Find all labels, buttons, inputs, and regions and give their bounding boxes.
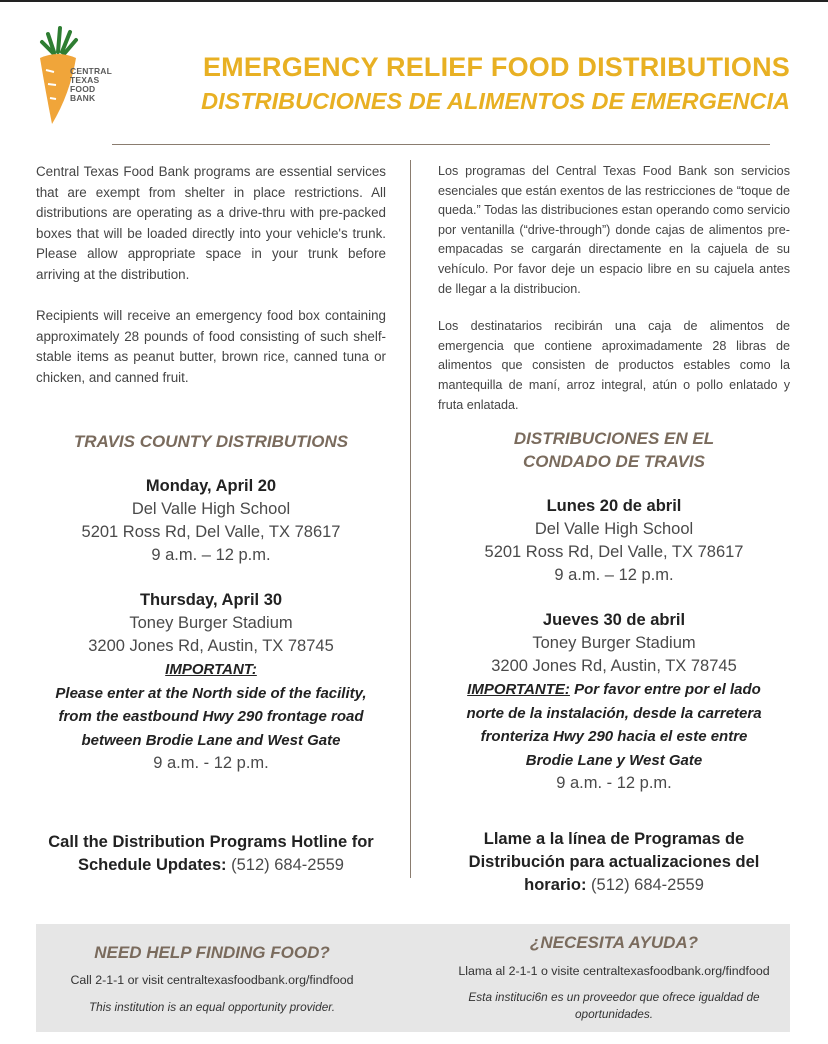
spanish-important-label: IMPORTANTE: (467, 681, 570, 698)
spanish-intro (438, 162, 790, 415)
page-subtitle: DISTRIBUCIONES DE ALIMENTOS DE EMERGENCIA (201, 88, 790, 114)
spanish-hotline (438, 828, 790, 897)
spanish-hotline-line-2: Distribución para actualizaciones del (468, 853, 760, 871)
spanish-section-title-line-1: DISTRIBUCIONES EN EL (513, 429, 715, 448)
spanish-hotline-phone: (512) 684-2559 (591, 876, 704, 894)
spanish-event2-address: 3200 Jones Rd, Austin, TX 78745 (491, 657, 737, 675)
english-hotline (36, 831, 386, 877)
spanish-event2-time: 9 a.m. - 12 p.m. (556, 774, 672, 792)
spanish-event1-address: 5201 Ross Rd, Del Valle, TX 78617 (484, 543, 744, 561)
spanish-event1-day: Lunes 20 de abril (546, 497, 682, 515)
spanish-note-line-1: Por favor entre por el lado (574, 681, 761, 698)
top-border (0, 0, 828, 2)
english-hotline-line-2: Schedule Updates: (78, 856, 227, 874)
english-event2-day: Thursday, April 30 (139, 591, 283, 609)
spanish-intro-paragraph-2: Los destinatarios recibirán una caja de alimentos de emergencia que contiene aproximadamente 28 libras de alimentos que consisten de productos estables como la mantequilla de maní, arroz integral, atún o pollo enlatado y fruta enlatada. (438, 319, 790, 412)
spanish-intro-paragraph-1: Los programas del Central Texas Food Bank son servicios esenciales que están exentos de las restricciones de “toque de queda.” Todas las distribuciones estan operando como servicio por ventanilla (“drive-through”) donde cajas de alimentos pre-empacadas se cargarán directamente en la cajuela de su vehículo. Por favor deje un espacio libre en su cajuela antes de llegar a la distribucion. (438, 164, 790, 296)
spanish-event1-place: Del Valle High School (534, 520, 694, 538)
footer-english (36, 942, 388, 1016)
english-section-title: TRAVIS COUNTY DISTRIBUTIONS (73, 432, 349, 451)
spanish-note-line-4: Brodie Lane y West Gate (525, 751, 703, 769)
spanish-note-line-3: fronteriza Hwy 290 hacia el este entre (480, 728, 748, 745)
logo-wordmark: CENTRAL TEXAS FOOD BANK (70, 66, 113, 103)
footer-english-note: This institution is an equal opportunity provider. (88, 1000, 336, 1014)
english-important-label: IMPORTANT: (165, 661, 257, 678)
english-hotline-phone: (512) 684-2559 (231, 856, 344, 874)
spanish-event2-day: Jueves 30 de abril (542, 611, 686, 629)
spanish-hotline-line-3: horario: (524, 876, 587, 894)
spanish-note-line-2: norte de la instalación, desde la carretera (466, 704, 762, 722)
english-event1-address: 5201 Ross Rd, Del Valle, TX 78617 (81, 523, 341, 541)
english-note-line-2: from the eastbound Hwy 290 frontage road (58, 708, 364, 725)
footer-spanish-line: Llama al 2-1-1 o visite centraltexasfoodbank.org/findfood (458, 964, 770, 978)
spanish-section-title-line-2: CONDADO DE TRAVIS (523, 452, 705, 471)
help-footer (36, 924, 790, 1032)
spanish-hotline-line-1: Llame a la línea de Programas de (483, 830, 745, 848)
header-divider (112, 144, 770, 145)
english-note-line-1: Please enter at the North side of the facility, (55, 684, 367, 702)
english-distributions (36, 430, 386, 775)
footer-spanish-note-2: oportunidades. (574, 1007, 654, 1021)
english-event1-day: Monday, April 20 (145, 477, 277, 495)
spanish-distributions (438, 427, 790, 795)
footer-english-line: Call 2-1-1 or visit centraltexasfoodbank.org/findfood (70, 973, 354, 987)
english-intro-paragraph-2: Recipients will receive an emergency food box containing approximately 28 pounds of food consisting of such shelf-stable items as peanut butter, brown rice, canned tuna or chicken, and canned fruit. (36, 308, 386, 385)
english-event2-time: 9 a.m. - 12 p.m. (153, 754, 269, 772)
english-event2-address: 3200 Jones Rd, Austin, TX 78745 (88, 637, 334, 655)
footer-spanish-note-1: Esta instituci6n es un proveedor que ofrece igualdad de (468, 990, 760, 1004)
english-intro (36, 162, 386, 388)
footer-english-heading: NEED HELP FINDING FOOD? (94, 943, 330, 962)
english-event1-place: Del Valle High School (131, 500, 291, 518)
english-event2-place: Toney Burger Stadium (129, 614, 293, 632)
english-note-line-3: between Brodie Lane and West Gate (81, 731, 341, 749)
spanish-event2-place: Toney Burger Stadium (532, 634, 696, 652)
spanish-event1-time: 9 a.m. – 12 p.m. (554, 566, 674, 584)
english-event1-time: 9 a.m. – 12 p.m. (151, 546, 271, 564)
footer-spanish (438, 932, 790, 1023)
column-divider (410, 160, 411, 878)
page-title: EMERGENCY RELIEF FOOD DISTRIBUTIONS (202, 52, 790, 82)
english-hotline-line-1: Call the Distribution Programs Hotline for (48, 833, 374, 851)
footer-spanish-heading: ¿NECESITA AYUDA? (529, 933, 699, 952)
english-intro-paragraph-1: Central Texas Food Bank programs are essential services that are exempt from shelter in place restrictions. All distributions are operating as a drive-thru with pre-packed boxes that will be loaded directly into your vehicle's trunk. Please allow appropriate space in your trunk before arriving at the distribution. (36, 164, 386, 282)
